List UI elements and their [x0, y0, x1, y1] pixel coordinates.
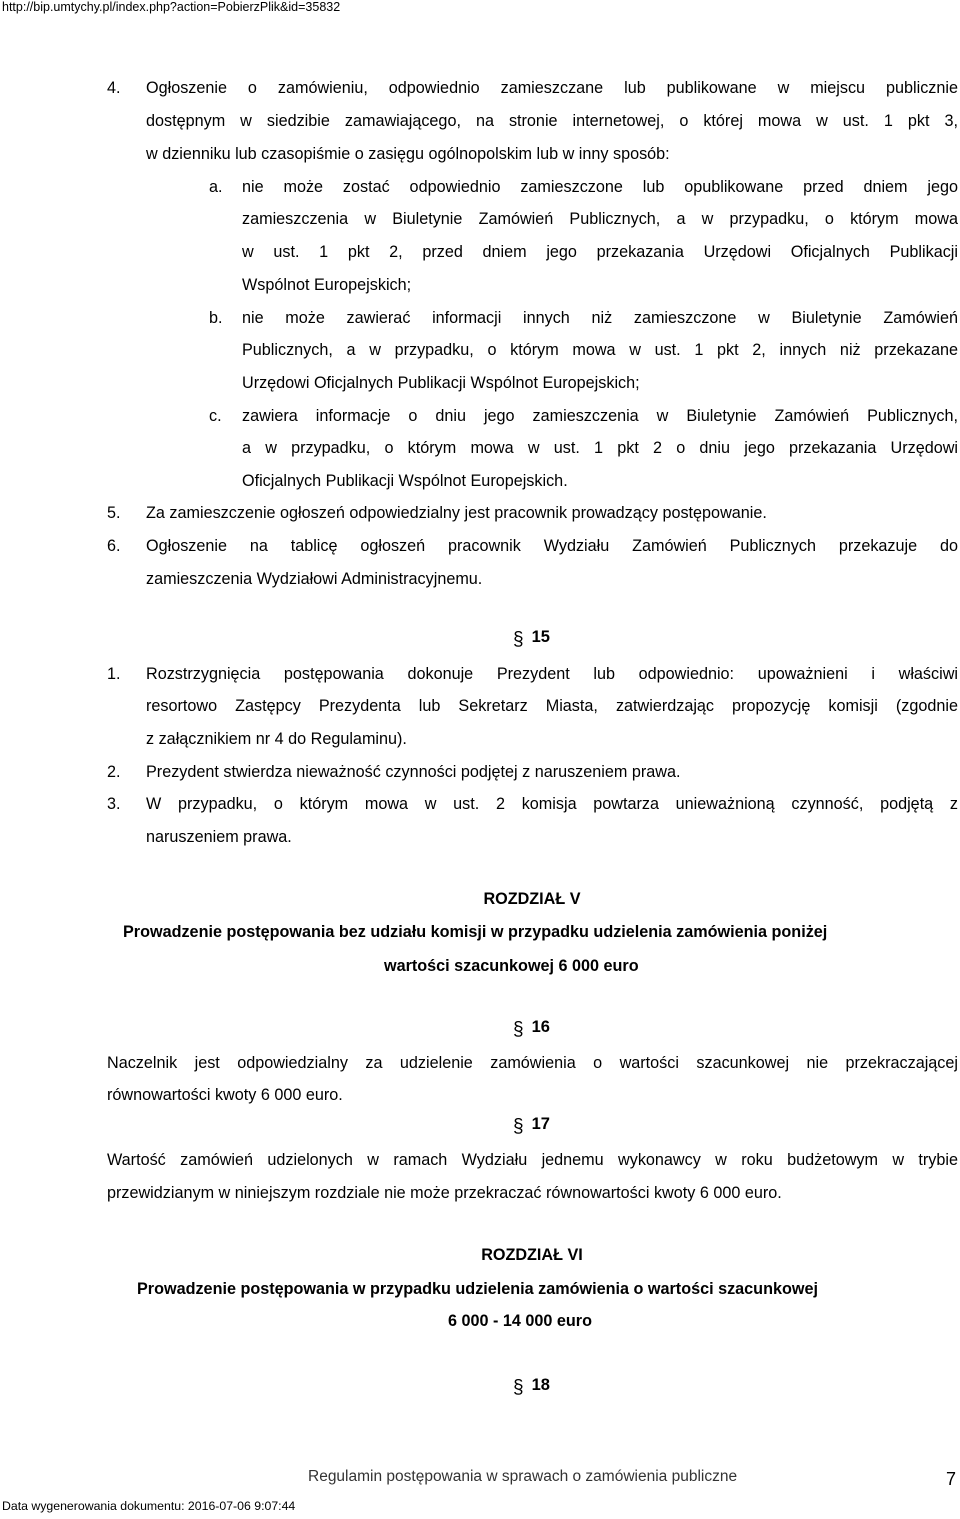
subitem-c-letter: c.	[209, 407, 222, 425]
subitem-c-line-3: Oficjalnych Publikacji Wspólnot Europejskich.	[242, 472, 568, 490]
paragraph-sign: §	[513, 1377, 524, 1398]
section-17-heading	[513, 1115, 550, 1138]
p15-3-number: 3.	[107, 795, 121, 813]
chapter-6-subtitle-line-2: 6 000 - 14 000 euro	[448, 1312, 592, 1330]
subitem-b-letter: b.	[209, 309, 223, 327]
chapter-5-subtitle-line-2: wartości szacunkowej 6 000 euro	[384, 957, 639, 975]
p15-2-text: Prezydent stwierdza nieważność czynności podjętej z naruszeniem prawa.	[146, 763, 681, 781]
p15-3-line-2: naruszeniem prawa.	[146, 828, 292, 846]
subitem-a-line-4: Wspólnot Europejskich;	[242, 276, 412, 294]
paragraph-sign: §	[513, 1019, 524, 1040]
chapter-5-title: ROZDZIAŁ V	[483, 890, 581, 908]
source-url: http://bip.umtychy.pl/index.php?action=PobierzPlik&id=35832	[2, 0, 341, 14]
section-16-heading	[513, 1018, 550, 1041]
page-number: 7	[946, 1469, 957, 1489]
subitem-a-line-2: zamieszczenia w Biuletynie Zamówień Publicznych, a w przypadku, o którym mowa	[242, 210, 958, 228]
p15-2-number: 2.	[107, 763, 121, 781]
footer-document-title: Regulamin postępowania w sprawach o zamówienia publiczne	[308, 1468, 738, 1485]
paragraph-sign: §	[513, 1116, 524, 1137]
p17-line-1: Wartość zamówień udzielonych w ramach Wydziału jednemu wykonawcy w roku budżetowym w trybie	[107, 1151, 958, 1169]
section-17-number: 17	[531, 1115, 550, 1133]
p16-line-1: Naczelnik jest odpowiedzialny za udzielenie zamówienia o wartości szacunkowej nie przekraczającej	[107, 1054, 958, 1072]
item-6-line-1: Ogłoszenie na tablicę ogłoszeń pracownik Wydziału Zamówień Publicznych przekazuje do	[146, 537, 958, 555]
p15-1-number: 1.	[107, 665, 121, 683]
section-18-number: 18	[531, 1376, 550, 1394]
p16-line-2: równowartości kwoty 6 000 euro.	[107, 1086, 343, 1104]
subitem-c-line-2: a w przypadku, o którym mowa w ust. 1 pkt 2 o dniu jego przekazania Urzędowi	[242, 439, 958, 457]
item-4-line-1: Ogłoszenie o zamówieniu, odpowiednio zamieszczane lub publikowane w miejscu publicznie	[146, 79, 958, 97]
section-18-heading	[513, 1376, 550, 1399]
item-6-line-2: zamieszczenia Wydziałowi Administracyjnemu.	[146, 570, 483, 588]
paragraph-sign: §	[513, 629, 524, 650]
p15-3-line-1: W przypadku, o którym mowa w ust. 2 komisja powtarza unieważnioną czynność, podjętą z	[146, 795, 958, 813]
subitem-b-line-3: Urzędowi Oficjalnych Publikacji Wspólnot Europejskich;	[242, 374, 640, 392]
subitem-a-line-1: nie może zostać odpowiednio zamieszczone lub opublikowane przed dniem jego	[242, 178, 958, 196]
generation-date: Data wygenerowania dokumentu: 2016-07-06 9:07:44	[2, 1499, 296, 1513]
item-5-number: 5.	[107, 504, 121, 522]
item-5-text: Za zamieszczenie ogłoszeń odpowiedzialny jest pracownik prowadzący postępowanie.	[146, 504, 767, 522]
subitem-b-line-2: Publicznych, a w przypadku, o którym mowa w ust. 1 pkt 2, innych niż przekazane	[242, 341, 958, 359]
p15-1-line-1: Rozstrzygnięcia postępowania dokonuje Prezydent lub odpowiednio: upoważnieni i właściwi	[146, 665, 958, 683]
item-4-line-2: dostępnym w siedzibie zamawiającego, na stronie internetowej, o której mowa w ust. 1 pkt 3,	[146, 112, 958, 130]
subitem-c-line-1: zawiera informacje o dniu jego zamieszczenia w Biuletynie Zamówień Publicznych,	[242, 407, 958, 425]
chapter-5-subtitle-line-1: Prowadzenie postępowania bez udziału komisji w przypadku udzielenia zamówienia poniżej	[123, 923, 828, 941]
item-4-line-3: w dzienniku lub czasopiśmie o zasięgu ogólnopolskim lub w inny sposób:	[146, 145, 670, 163]
subitem-a-letter: a.	[209, 178, 223, 196]
subitem-b-line-1: nie może zawierać informacji innych niż zamieszczone w Biuletynie Zamówień	[242, 309, 958, 327]
item-6-number: 6.	[107, 537, 121, 555]
chapter-6-subtitle-line-1: Prowadzenie postępowania w przypadku udzielenia zamówienia o wartości szacunkowej	[137, 1280, 818, 1298]
section-15-number: 15	[531, 628, 550, 646]
p15-1-line-2: resortowo Zastępcy Prezydenta lub Sekretarz Miasta, zatwierdzając propozycję komisji (zgodnie	[146, 697, 958, 715]
p15-1-line-3: z załącznikiem nr 4 do Regulaminu).	[146, 730, 407, 748]
p17-line-2: przewidzianym w niniejszym rozdziale nie może przekraczać równowartości kwoty 6 000 euro.	[107, 1184, 782, 1202]
section-16-number: 16	[531, 1018, 550, 1036]
subitem-a-line-3: w ust. 1 pkt 2, przed dniem jego przekazania Urzędowi Oficjalnych Publikacji	[242, 243, 958, 261]
section-15-heading	[513, 628, 550, 651]
item-4-number: 4.	[107, 79, 121, 97]
chapter-6-title: ROZDZIAŁ VI	[481, 1246, 583, 1264]
